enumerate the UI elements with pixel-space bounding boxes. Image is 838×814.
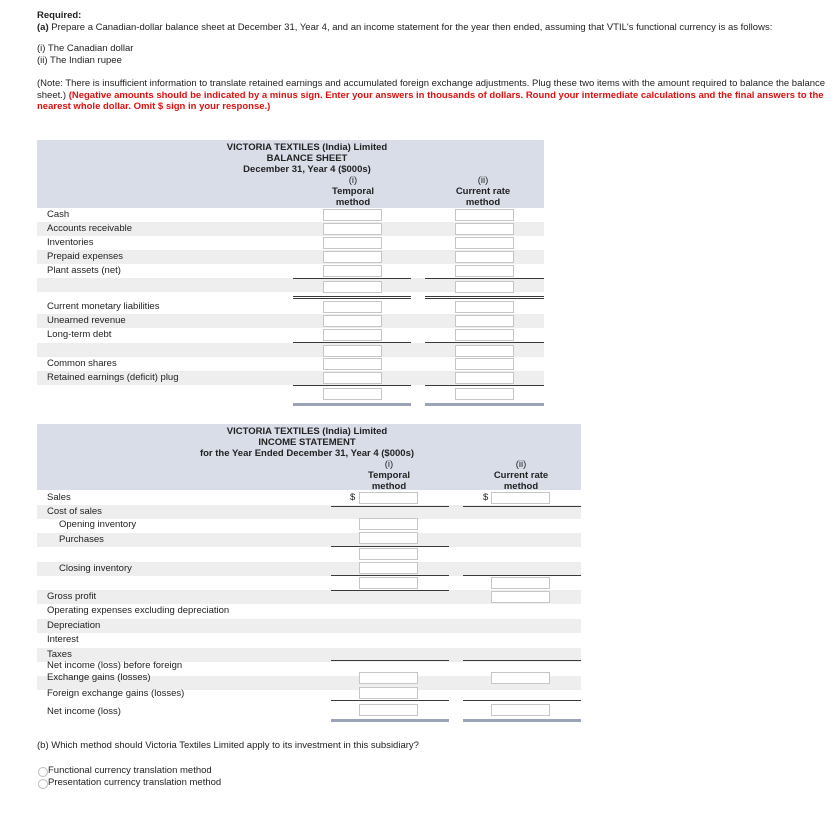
bs-current-unearned-input[interactable] (455, 315, 514, 327)
is-temporal-total-bar (331, 719, 449, 722)
option-functional-label[interactable]: Functional currency translation method (48, 765, 212, 776)
bs-temporal-cml-input[interactable] (323, 301, 382, 313)
bs-label-common-shares: Common shares (47, 358, 117, 369)
row-band (37, 533, 581, 547)
bs-label-prepaid-expenses: Prepaid expenses (47, 251, 124, 262)
is-label-net-income-before (47, 660, 182, 684)
income-statement-table (37, 424, 581, 724)
is-label-fx-gains: Foreign exchange gains (losses) (47, 688, 185, 699)
is-col2-name2: method (503, 481, 539, 492)
is-temporal-purchases-rule (331, 546, 449, 547)
is-temporal-dollar-sign: $ (350, 492, 356, 503)
is-label-opening-inventory: Opening inventory (59, 519, 137, 530)
bs-statement-name: BALANCE SHEET (266, 153, 348, 164)
option-presentation-label[interactable]: Presentation currency translation method (48, 777, 222, 788)
bs-temporal-total-assets-input[interactable] (323, 281, 382, 293)
bs-temporal-unearned-input[interactable] (323, 315, 382, 327)
bs-temporal-prepaid-input[interactable] (323, 251, 382, 263)
is-temporal-opening-input[interactable] (359, 518, 418, 530)
is-temporal-fx-rule (331, 700, 449, 701)
bs-label-long-term-debt: Long-term debt (47, 329, 112, 340)
is-label-net-income: Net income (loss) (47, 706, 121, 717)
bs-col2-name1: Current rate (455, 186, 511, 197)
bs-current-common-input[interactable] (455, 358, 514, 370)
balance-sheet-table (37, 140, 544, 408)
bs-label-cash: Cash (47, 209, 70, 220)
is-label-gross-profit: Gross profit (47, 591, 97, 602)
bs-temporal-retained-input[interactable] (323, 372, 382, 384)
is-temporal-closing-input[interactable] (359, 562, 418, 574)
bs-temporal-total-bar (293, 403, 411, 406)
is-col1-name1: Temporal (367, 470, 411, 481)
bs-current-inventories-input[interactable] (455, 237, 514, 249)
is-label-sales: Sales (47, 492, 71, 503)
part-a-instruction (37, 22, 827, 34)
is-current-net-income-input[interactable] (491, 704, 550, 716)
bs-current-cml-input[interactable] (455, 301, 514, 313)
is-label-net-income-before-line1: Net income (loss) before foreign (47, 660, 183, 671)
is-current-dollar-sign: $ (483, 492, 489, 503)
is-temporal-available-input[interactable] (359, 548, 418, 560)
is-label-closing-inventory: Closing inventory (59, 563, 132, 574)
row-band (37, 619, 581, 633)
bs-temporal-total-input[interactable] (323, 388, 382, 400)
is-label-net-income-before-line2: Exchange gains (losses) (47, 672, 151, 683)
bs-temporal-double-rule (293, 296, 411, 299)
bs-temporal-total-liab-input[interactable] (323, 345, 382, 357)
option-ii-text: (ii) The Indian rupee (37, 54, 122, 66)
bs-current-total-bar (425, 403, 544, 406)
note-red: (Negative amounts should be indicated by a minus sign. Enter your answers in thousands of dollars. Round your intermediate calculations and the final answers to the nearest whole dollar. Omit $ sign in your response.) (37, 89, 824, 112)
part-a-label: (a) (37, 21, 49, 33)
bs-label-unearned-revenue: Unearned revenue (47, 315, 126, 326)
bs-temporal-common-input[interactable] (323, 358, 382, 370)
is-temporal-col-header (357, 459, 421, 492)
is-temporal-gp-rule (331, 590, 449, 591)
is-current-col-header (485, 459, 557, 492)
is-col2-num: (ii) (515, 459, 527, 470)
required-heading: Required: (37, 10, 82, 21)
bs-current-ltd-input[interactable] (455, 329, 514, 341)
bs-current-total-assets-input[interactable] (455, 281, 514, 293)
option-presentation-radio[interactable] (38, 779, 48, 789)
bs-label-plant-assets: Plant assets (net) (47, 265, 121, 276)
is-current-expense-rule (463, 660, 581, 661)
bs-col1-name2: method (335, 197, 371, 208)
is-label-interest: Interest (47, 634, 79, 645)
bs-company-name: VICTORIA TEXTILES (India) Limited (226, 142, 388, 153)
bs-current-col-header (449, 175, 517, 208)
bs-col2-name2: method (465, 197, 501, 208)
bs-label-current-monetary-liabilities: Current monetary liabilities (47, 301, 160, 312)
is-label-taxes: Taxes (47, 649, 72, 660)
bs-temporal-plant-input[interactable] (323, 265, 382, 277)
bs-current-retained-input[interactable] (455, 372, 514, 384)
bs-temporal-ltd-input[interactable] (323, 329, 382, 341)
instructions (37, 10, 827, 113)
bs-temporal-inventories-input[interactable] (323, 237, 382, 249)
is-label-operating-expenses: Operating expenses excluding depreciation (47, 605, 230, 616)
note-plain: (Note: There is insufficient information to translate retained earnings and accumulated foreign exchange adjustments. Plug these two items with the amount required to balance the balance sheet.) (37, 78, 826, 101)
note-text (37, 78, 827, 113)
bs-date: December 31, Year 4 ($000s) (243, 164, 371, 175)
is-label-depreciation: Depreciation (47, 620, 101, 631)
income-statement-title (187, 426, 427, 448)
is-temporal-purchases-input[interactable] (359, 532, 418, 544)
bs-temporal-ar-input[interactable] (323, 223, 382, 235)
is-current-fx-rule (463, 700, 581, 701)
is-temporal-closing-rule (331, 575, 449, 576)
bs-current-total-input[interactable] (455, 388, 514, 400)
is-current-closing-rule (463, 575, 581, 576)
is-company-name: VICTORIA TEXTILES (India) Limited (226, 426, 388, 437)
is-label-cost-of-sales: Cost of sales (47, 506, 102, 517)
is-current-sales-input[interactable] (491, 492, 550, 504)
bs-current-liab-rule (425, 342, 544, 343)
is-col2-name1: Current rate (493, 470, 549, 481)
is-temporal-nibt-input[interactable] (359, 672, 418, 684)
is-current-gp-input[interactable] (491, 591, 550, 603)
bs-current-cash-input[interactable] (455, 209, 514, 221)
is-temporal-expense-rule (331, 660, 449, 661)
bs-col2-num: (ii) (477, 175, 489, 186)
bs-current-double-rule (425, 296, 544, 299)
is-label-purchases: Purchases (59, 534, 104, 545)
row-band (37, 505, 581, 519)
part-b-question: (b) Which method should Victoria Textiles Limited apply to its investment in this subsidiary? (37, 740, 419, 751)
is-current-nibt-input[interactable] (491, 672, 550, 684)
bs-label-retained-earnings: Retained earnings (deficit) plug (47, 372, 179, 383)
bs-temporal-subtotal-rule (293, 278, 411, 279)
is-current-sales-rule (463, 506, 581, 507)
bs-current-ar-input[interactable] (455, 223, 514, 235)
bs-temporal-col-header (321, 175, 385, 208)
is-period: for the Year Ended December 31, Year 4 ($000s) (199, 448, 415, 459)
is-col1-num: (i) (384, 459, 394, 470)
part-a-text: Prepare a Canadian-dollar balance sheet at December 31, Year 4, and an income statement for the year then ended, assuming that VTIL's functional currency is as follows: (51, 21, 773, 33)
bs-current-equity-rule (425, 385, 544, 386)
bs-current-plant-input[interactable] (455, 265, 514, 277)
bs-temporal-liab-rule (293, 342, 411, 343)
bs-label-accounts-receivable: Accounts receivable (47, 223, 133, 234)
bs-temporal-equity-rule (293, 385, 411, 386)
is-temporal-fx-input[interactable] (359, 687, 418, 699)
is-temporal-sales-input[interactable] (359, 492, 418, 504)
bs-col1-name1: Temporal (331, 186, 375, 197)
is-temporal-net-income-input[interactable] (359, 704, 418, 716)
bs-temporal-cash-input[interactable] (323, 209, 382, 221)
option-functional-radio[interactable] (38, 767, 48, 777)
is-col1-name2: method (371, 481, 407, 492)
is-statement-name: INCOME STATEMENT (258, 437, 356, 448)
is-temporal-sales-rule (331, 506, 449, 507)
bs-current-prepaid-input[interactable] (455, 251, 514, 263)
bs-label-inventories: Inventories (47, 237, 94, 248)
bs-col1-num: (i) (348, 175, 358, 186)
balance-sheet-title (177, 142, 437, 175)
bs-current-total-liab-input[interactable] (455, 345, 514, 357)
option-i-text: (i) The Canadian dollar (37, 43, 134, 54)
is-current-cogs-input[interactable] (491, 577, 550, 589)
bs-current-subtotal-rule (425, 278, 544, 279)
is-temporal-cogs-input[interactable] (359, 577, 418, 589)
is-current-total-bar (463, 719, 581, 722)
